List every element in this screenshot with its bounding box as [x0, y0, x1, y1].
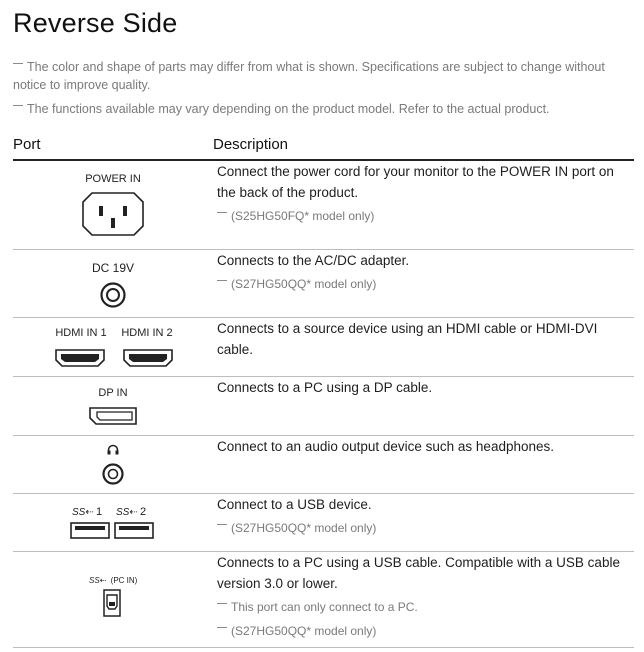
table-row [13, 552, 634, 647]
table-row [13, 494, 634, 551]
note-dash-icon [217, 280, 227, 281]
port-cell [13, 552, 213, 647]
description-cell [217, 250, 634, 292]
description-cell [217, 494, 634, 536]
hdmi-port-icon [55, 349, 105, 367]
description-cell [217, 161, 634, 224]
port-label: DP IN [98, 387, 128, 399]
description-text: Connect the power cord for your monitor to the POWER IN port on the back of the product. [217, 164, 614, 200]
description-cell [217, 318, 634, 360]
headphone-jack-icon [102, 463, 124, 485]
description-text: Connects to a PC using a DP cable. [217, 380, 433, 395]
column-header-port: Port [13, 136, 41, 153]
pc-only-note-text: This port can only connect to a PC. [231, 600, 418, 614]
port-cell [13, 318, 213, 376]
model-note [217, 520, 634, 536]
pc-only-note [217, 599, 634, 615]
model-note-text: (S25HG50FQ* model only) [231, 209, 375, 223]
row-divider [13, 647, 634, 648]
description-text: Connect to an audio output device such as headphones. [217, 439, 554, 454]
description-text: Connects to a PC using a USB cable. Compatible with a USB cable version 3.0 or lower. [217, 555, 620, 591]
note-dash-icon [13, 63, 23, 64]
port-cell [13, 494, 213, 551]
description-text: Connect to a USB device. [217, 497, 372, 512]
port-label: DC 19V [91, 261, 135, 275]
page-title: Reverse Side [13, 8, 178, 38]
note-text: The functions available may vary depending on the product model. Refer to the actual product. [27, 102, 550, 116]
note-dash-icon [217, 603, 227, 604]
port-label-hdmi-1: HDMI IN 1 [55, 327, 107, 339]
port-cell [13, 436, 213, 493]
table-row [13, 377, 634, 435]
model-note [217, 623, 634, 639]
port-label-usb-2: 2 [139, 506, 147, 518]
column-header-description: Description [213, 136, 289, 153]
table-row [13, 161, 634, 249]
port-cell [13, 161, 213, 249]
port-label-usb-1: 1 [95, 506, 103, 518]
note-dash-icon [217, 627, 227, 628]
hdmi-port-icon [123, 349, 173, 367]
note-functions-vary [13, 100, 623, 118]
port-cell [13, 250, 213, 317]
table-row [13, 436, 634, 493]
usb-ss-port-icon [70, 522, 110, 539]
power-in-icon [82, 192, 144, 236]
usb-ss-logo-icon: SS⇠ [89, 576, 107, 585]
port-label-hdmi-2: HDMI IN 2 [121, 327, 173, 339]
note-text: The color and shape of parts may differ from what is shown. Specifications are subject to change without notice to improve quality. [13, 60, 605, 92]
note-parts-may-differ [13, 58, 623, 94]
note-dash-icon [217, 524, 227, 525]
model-note [217, 208, 634, 224]
displayport-icon [89, 407, 137, 425]
description-text: Connects to a source device using an HDMI cable or HDMI-DVI cable. [217, 321, 598, 357]
description-cell [217, 436, 634, 457]
headphone-icon [107, 444, 119, 455]
model-note-text: (S27HG50QQ* model only) [231, 624, 377, 638]
usb-ss-port-icon [114, 522, 154, 539]
description-text: Connects to the AC/DC adapter. [217, 253, 410, 268]
table-row [13, 318, 634, 376]
note-dash-icon [217, 212, 227, 213]
note-dash-icon [13, 105, 23, 106]
port-cell [13, 377, 213, 435]
description-cell [217, 377, 634, 398]
usb-b-upstream-icon [103, 589, 121, 617]
table-row [13, 250, 634, 317]
model-note-text: (S27HG50QQ* model only) [231, 277, 377, 291]
port-label-pc-in: (PC IN) [110, 576, 138, 585]
dc-jack-icon [100, 282, 126, 308]
usb-ss-logo-icon: SS⇠ [116, 507, 138, 518]
model-note-text: (S27HG50QQ* model only) [231, 521, 377, 535]
port-label: POWER IN [85, 173, 141, 185]
description-cell [217, 552, 634, 639]
model-note [217, 276, 634, 292]
usb-ss-logo-icon: SS⇠ [72, 507, 94, 518]
